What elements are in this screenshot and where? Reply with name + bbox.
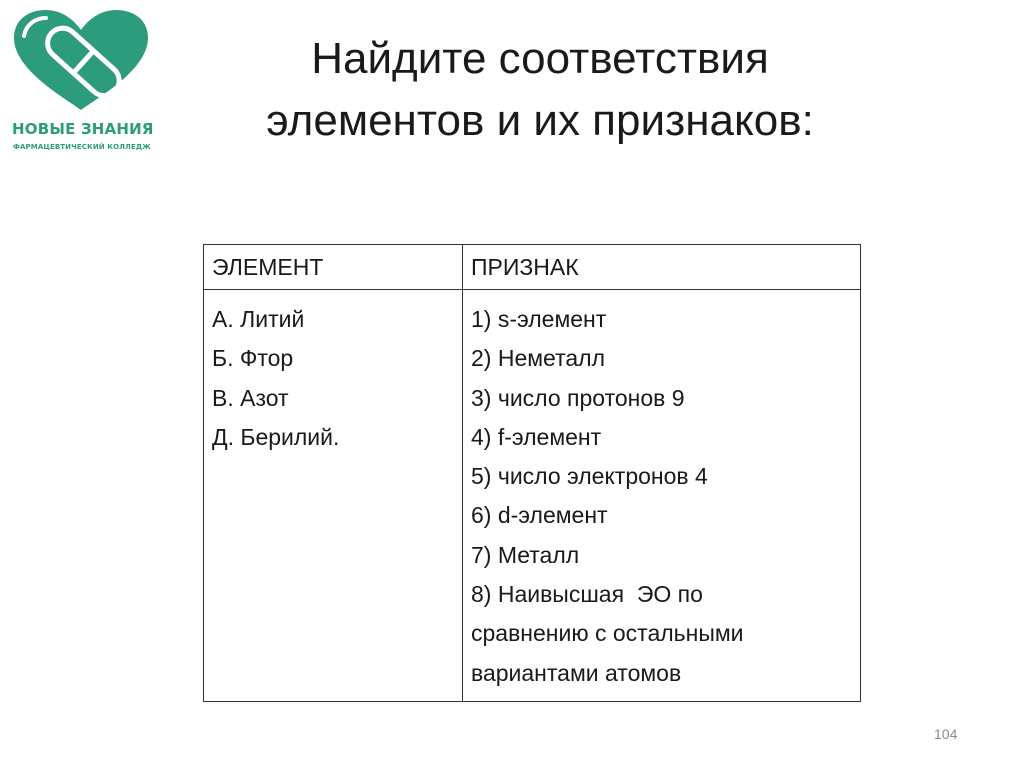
sign-item: 8) Наивысшая ЭО по	[471, 581, 703, 608]
element-item: Д. Берилий.	[212, 423, 340, 450]
sign-item: 2) Неметалл	[471, 345, 605, 372]
sign-item: 4) f-элемент	[471, 423, 602, 450]
elements-cell	[204, 290, 463, 702]
logo-subtitle: ФАРМАЦЕВТИЧЕСКИЙ КОЛЛЕДЖ	[13, 143, 151, 151]
element-item: А. Литий	[212, 306, 305, 332]
sign-item: 1) s-элемент	[471, 306, 607, 332]
sign-item: сравнению с остальными	[471, 620, 744, 647]
table-header-row	[204, 245, 861, 290]
header-sign: ПРИЗНАК	[463, 245, 861, 290]
sign-item: 3) число протонов 9	[471, 384, 685, 411]
sign-item: 5) число электронов 4	[471, 463, 708, 490]
logo-name: НОВЫЕ ЗНАНИЯ	[12, 120, 154, 138]
sign-item: вариантами атомов	[471, 659, 682, 686]
signs-cell	[463, 290, 861, 702]
heart-capsule-icon	[10, 6, 152, 114]
element-item: В. Азот	[212, 384, 289, 411]
header-element: ЭЛЕМЕНТ	[204, 245, 463, 290]
college-logo	[8, 6, 156, 156]
table-row	[204, 290, 861, 702]
title-line-2: элементов и их признаков:	[266, 96, 814, 145]
sign-item: 6) d-элемент	[471, 502, 608, 529]
title-line-1: Найдите соответствия	[311, 34, 769, 83]
matching-table	[203, 244, 861, 702]
element-item: Б. Фтор	[212, 345, 294, 372]
sign-item: 7) Металл	[471, 541, 580, 568]
page-number: 104	[934, 726, 958, 742]
slide-title	[160, 28, 920, 152]
